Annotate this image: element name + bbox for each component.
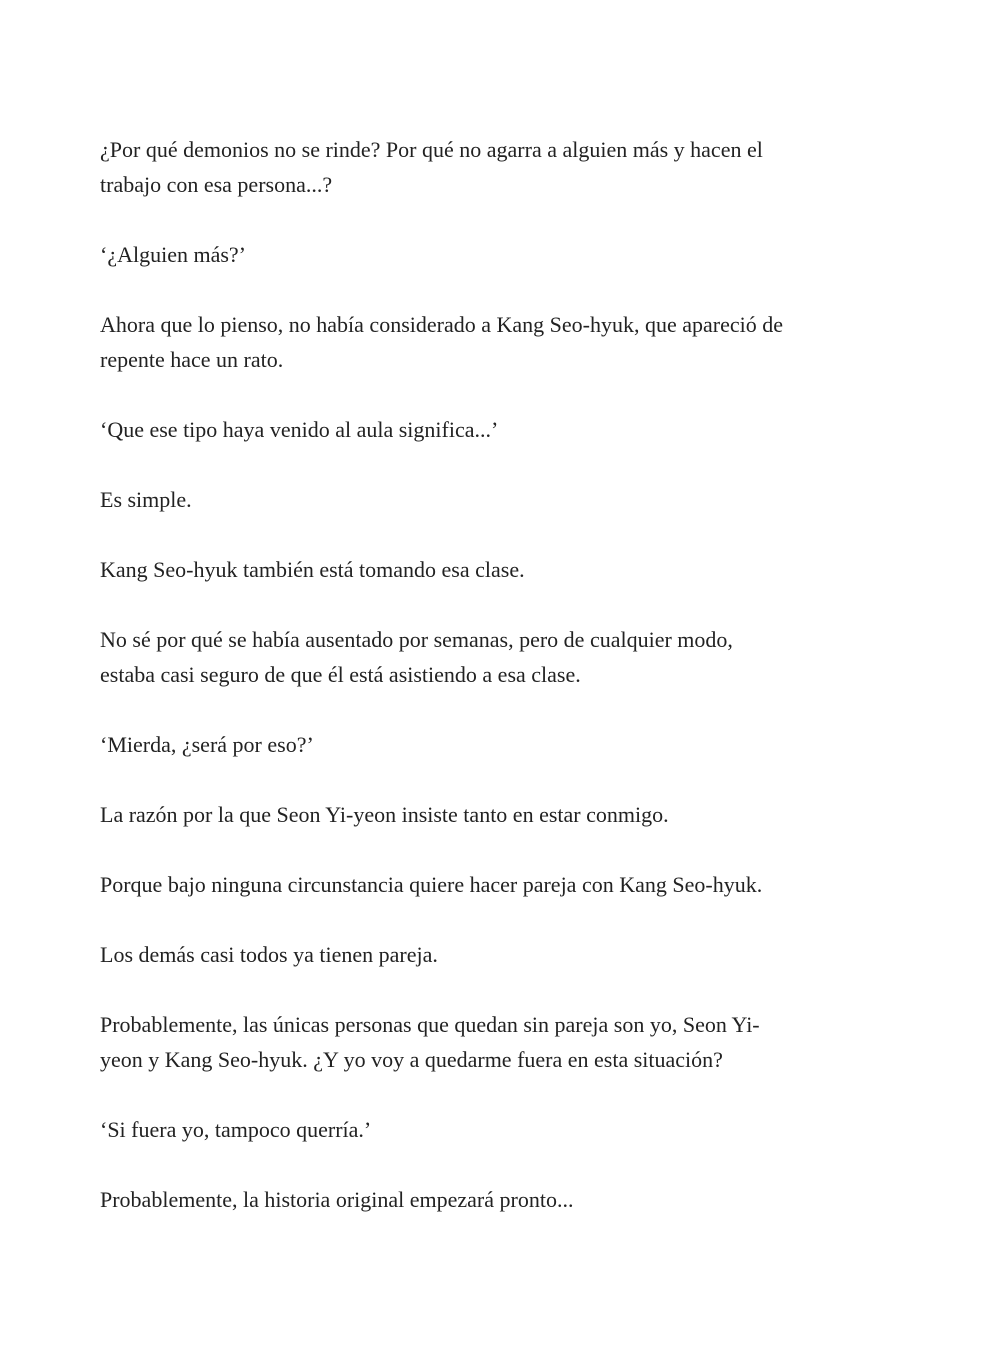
document-body xyxy=(100,132,900,1252)
text-line: ¿Por qué demonios no se rinde? Por qué no agarra a alguien más y hacen el xyxy=(100,137,763,162)
text-line: ‘Mierda, ¿será por eso?’ xyxy=(100,732,314,757)
text-line: Probablemente, las únicas personas que quedan sin pareja son yo, Seon Yi- xyxy=(100,1012,760,1037)
text-line: Los demás casi todos ya tienen pareja. xyxy=(100,942,438,967)
paragraph xyxy=(100,797,900,832)
text-line: ‘¿Alguien más?’ xyxy=(100,242,246,267)
paragraph xyxy=(100,1007,900,1077)
text-line: Kang Seo-hyuk también está tomando esa clase. xyxy=(100,557,525,582)
text-line: trabajo con esa persona...? xyxy=(100,172,333,197)
text-line: No sé por qué se había ausentado por semanas, pero de cualquier modo, xyxy=(100,627,733,652)
paragraph xyxy=(100,1112,900,1147)
paragraph xyxy=(100,412,900,447)
text-line: estaba casi seguro de que él está asistiendo a esa clase. xyxy=(100,662,581,687)
text-line: repente hace un rato. xyxy=(100,347,284,372)
text-line: Ahora que lo pienso, no había considerado a Kang Seo-hyuk, que apareció de xyxy=(100,312,783,337)
paragraph xyxy=(100,482,900,517)
paragraph xyxy=(100,1182,900,1217)
text-line: Probablemente, la historia original empezará pronto... xyxy=(100,1187,574,1212)
paragraph xyxy=(100,867,900,902)
paragraph xyxy=(100,237,900,272)
paragraph xyxy=(100,937,900,972)
paragraph xyxy=(100,132,900,202)
paragraph xyxy=(100,552,900,587)
text-line: Porque bajo ninguna circunstancia quiere hacer pareja con Kang Seo-hyuk. xyxy=(100,872,763,897)
text-line: Es simple. xyxy=(100,487,192,512)
paragraph xyxy=(100,622,900,692)
text-line: ‘Si fuera yo, tampoco querría.’ xyxy=(100,1117,372,1142)
text-line: ‘Que ese tipo haya venido al aula significa...’ xyxy=(100,417,499,442)
paragraph xyxy=(100,727,900,762)
text-line: yeon y Kang Seo-hyuk. ¿Y yo voy a quedarme fuera en esta situación? xyxy=(100,1047,723,1072)
text-line: La razón por la que Seon Yi-yeon insiste tanto en estar conmigo. xyxy=(100,802,669,827)
paragraph xyxy=(100,307,900,377)
